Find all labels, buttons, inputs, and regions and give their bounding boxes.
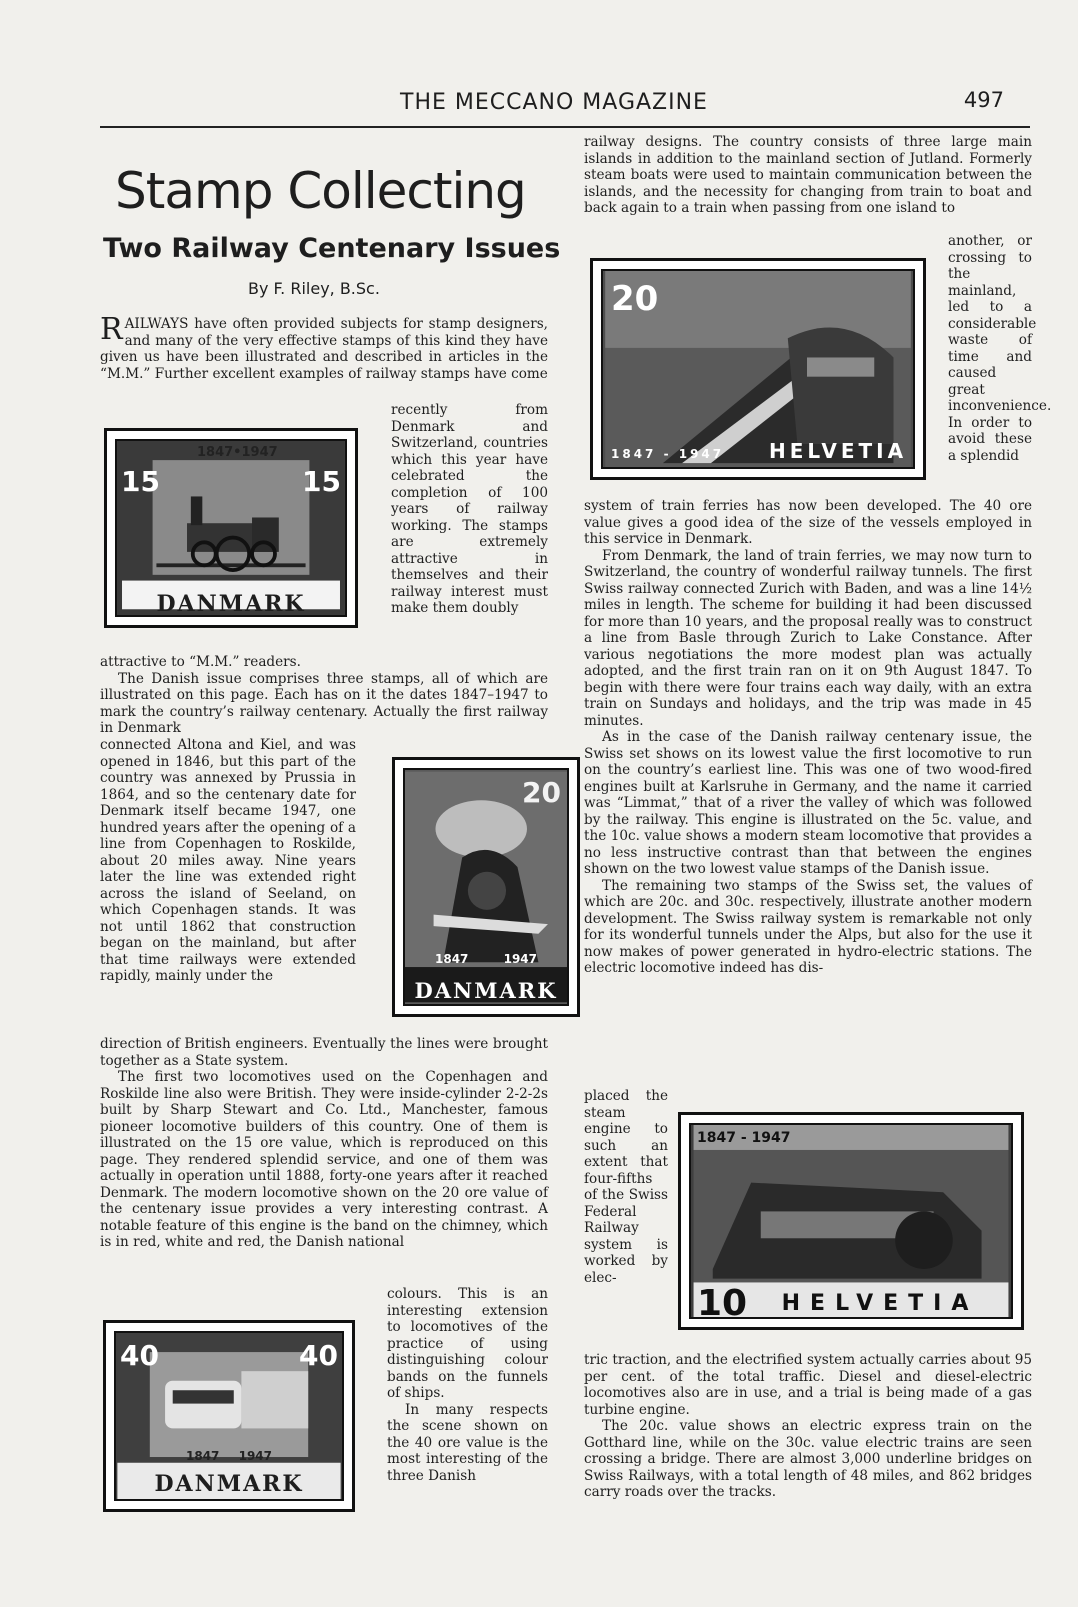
stamp-value-right: 40: [299, 1339, 338, 1372]
right-body-text-4: The remaining two stamps of the Swiss set, the values of which are 20c. and 30c. respectively, illustrate another modern development. The Swiss railway system is remarkable not only for its wonderful tunnels under the Alps, but also for the use it now makes of power generated in hydro-electric stations. The electric locomotive indeed has dis-: [584, 877, 1032, 976]
page-number: 497: [963, 88, 1004, 112]
right-wrap-text-1: another, or crossing to the mainland, led to a considerable waste of time and caused great inconvenience. In order to avoid these a splendid: [948, 233, 1052, 464]
stamp-dates: 1847•1947: [197, 445, 278, 460]
drop-cap: R: [100, 312, 123, 347]
stamp-country: DANMARK: [156, 591, 306, 617]
right-top-text: railway designs. The country consists of three large main islands in addition to the mainland section of Jutland. Formerly steam boats were used to maintain communication between the islands, and the necessity for changing from train to boat and back again to a train when passing from one island to: [584, 134, 1032, 216]
stamp-country: DANMARK: [414, 978, 558, 1003]
left-wrap-text-4: In many respects the scene shown on the 40 ore value is the most interesting of the three Danish: [387, 1401, 548, 1484]
stamp-country: DANMARK: [154, 1471, 304, 1497]
article-title: Stamp Collecting: [115, 162, 526, 220]
stamp-dates-right: 1947: [238, 1449, 272, 1463]
stamp-value: 10: [697, 1283, 748, 1319]
stamp-dates-left: 1847: [186, 1449, 220, 1463]
stamp-helvetia-10: [678, 1112, 1024, 1330]
stamp-dates: 1847 - 1947: [697, 1130, 791, 1146]
right-body-text-3: As in the case of the Danish railway centenary issue, the Swiss set shows on its lowest value the first locomotive to run on the country’s earliest line. This was one of two wood-fired engines built at Karlsruhe in Germany, and the name it carried was “Limmat,” that of a river the valley of which was followed by the railway. This engine is illustrated on the 5c. value, and the 10c. value shows a modern steam locomotive that provides a no less instructive contrast than that between the engines shown on the two lowest value stamps of the Danish issue.: [584, 729, 1032, 877]
stamp-dates-right: 1947: [503, 952, 537, 966]
left-body-text-2: The Danish issue comprises three stamps, all of which are illustrated on this page. Each has on it the dates 1847–1947 to mark the country’s railway centenary. Actually the first railway in Denmark: [100, 670, 548, 736]
right-wrap-block-2: [584, 1088, 668, 1286]
article-subtitle: Two Railway Centenary Issues: [103, 233, 561, 264]
left-wrap-text-3: colours. This is an interesting extension to locomotives of the practice of using distinguishing colour bands on the funnels of ships.: [387, 1286, 548, 1401]
right-body-text-6: The 20c. value shows an electric express train on the Gotthard line, while on the 30c. value electric trains are seen crossing a bridge. There are almost 3,000 underline bridges on Swiss Railways, with a total length of 48 miles, and 862 bridges carry roads over the tracks.: [584, 1418, 1032, 1500]
left-body-block-2: [100, 1036, 548, 1251]
right-body-text-2: From Denmark, the land of train ferries, we may now turn to Switzerland, the country of wonderful railway tunnels. The first Swiss railway connected Zurich with Baden, and was a line 14½ miles in length. The scheme for building it had been discussed for more than 10 years, and the proposal really was to construct a line from Basle through Zurich to Lake Constance. After various negotiations the more modest plan was actually adopted, and the first train ran on it on 9th August 1847. To begin with there were four trains each way daily, with an extra train on Sundays and holidays, and the trip was made in 45 minutes.: [584, 547, 1032, 729]
stamp-danmark-40: [103, 1320, 355, 1512]
left-wrap-block-1: [391, 402, 548, 617]
right-body-block-2: [584, 1352, 1032, 1501]
left-wrap-block-2: [100, 737, 356, 985]
right-body-block-1: [584, 498, 1032, 977]
journal-name: THE MECCANO MAGAZINE: [400, 90, 708, 115]
right-body-text-1: system of train ferries has now been developed. The 40 ore value gives a good idea of the size of the vessels employed in this service in Denmark.: [584, 498, 1032, 547]
running-head: [100, 86, 1030, 128]
right-wrap-block-1: [948, 233, 1052, 464]
stamp-helvetia-20: [590, 258, 926, 480]
stamp-value-left: 40: [120, 1339, 159, 1372]
left-body-text-4: The first two locomotives used on the Copenhagen and Roskilde line also were British. They were inside-cylinder 2-2-2s built by Sharp Stewart and Co. Ltd., Manchester, famous pioneer locomotive builders of this country. One of them is illustrated on the 15 ore value, which is reproduced on this page. They rendered splendid service, and one of them was actually in operation until 1888, forty-one years after it reached Denmark. The modern locomotive shown on the 20 ore value of the centenary issue provides a very interesting contrast. A notable feature of this engine is the band on the chimney, which is in red, white and red, the Danish national: [100, 1069, 548, 1250]
stamp-value-right: 15: [302, 465, 341, 498]
stamp-value-left: 15: [121, 465, 160, 498]
article-byline: By F. Riley, B.Sc.: [248, 279, 380, 298]
stamp-country: HELVETIA: [781, 1291, 979, 1316]
left-body-block-1: [100, 654, 548, 737]
stamp-danmark-20: [392, 757, 580, 1017]
left-wrap-text-2: connected Altona and Kiel, and was opened in 1846, but this part of the country was annexed by Prussia in 1864, and so the centenary date for Denmark itself became 1947, one hundred years after the opening of a line from Copenhagen to Roskilde, about 20 miles away. Nine years later the line was extended right across the island of Seeland, on which Copenhagen stands. It was not until 1862 that construction began on the mainland, but after that time railways were extended rapidly, mainly under the: [100, 737, 356, 984]
left-body-text-1: attractive to “M.M.” readers.: [100, 654, 301, 670]
stamp-country: HELVETIA: [769, 439, 908, 463]
stamp-dates-left: 1847: [435, 952, 469, 966]
stamp-danmark-15: [104, 428, 358, 628]
right-top-block: [584, 134, 1032, 217]
right-wrap-text-2: placed the steam engine to such an extent that four-fifths of the Swiss Federal Railway system is worked by elec-: [584, 1088, 668, 1286]
stamp-value: 20: [522, 776, 561, 809]
stamp-value: 20: [611, 279, 659, 319]
left-intro-block: [100, 312, 548, 382]
right-body-text-5: tric traction, and the electrified system actually carries about 95 per cent. of the total traffic. Diesel and diesel-electric locomotives also are in use, and a trial is being made of a gas turbine engine.: [584, 1352, 1032, 1418]
left-wrap-text-1: recently from Denmark and Switzerland, countries which this year have celebrated the completion of 100 years of railway working. The stamps are extremely attractive in themselves and their railway interest must make them doubly: [391, 402, 548, 616]
left-body-text-3: direction of British engineers. Eventually the lines were brought together as a State system.: [100, 1036, 548, 1069]
stamp-dates: 1847 - 1947: [611, 447, 725, 461]
left-intro-text: AILWAYS have often provided subjects for stamp designers, and many of the very effective stamps of this kind they have given us have been illustrated and described in articles in the “M.M.” Further excellent examples of railway stamps have come: [100, 316, 548, 382]
left-wrap-block-3: [387, 1286, 548, 1484]
